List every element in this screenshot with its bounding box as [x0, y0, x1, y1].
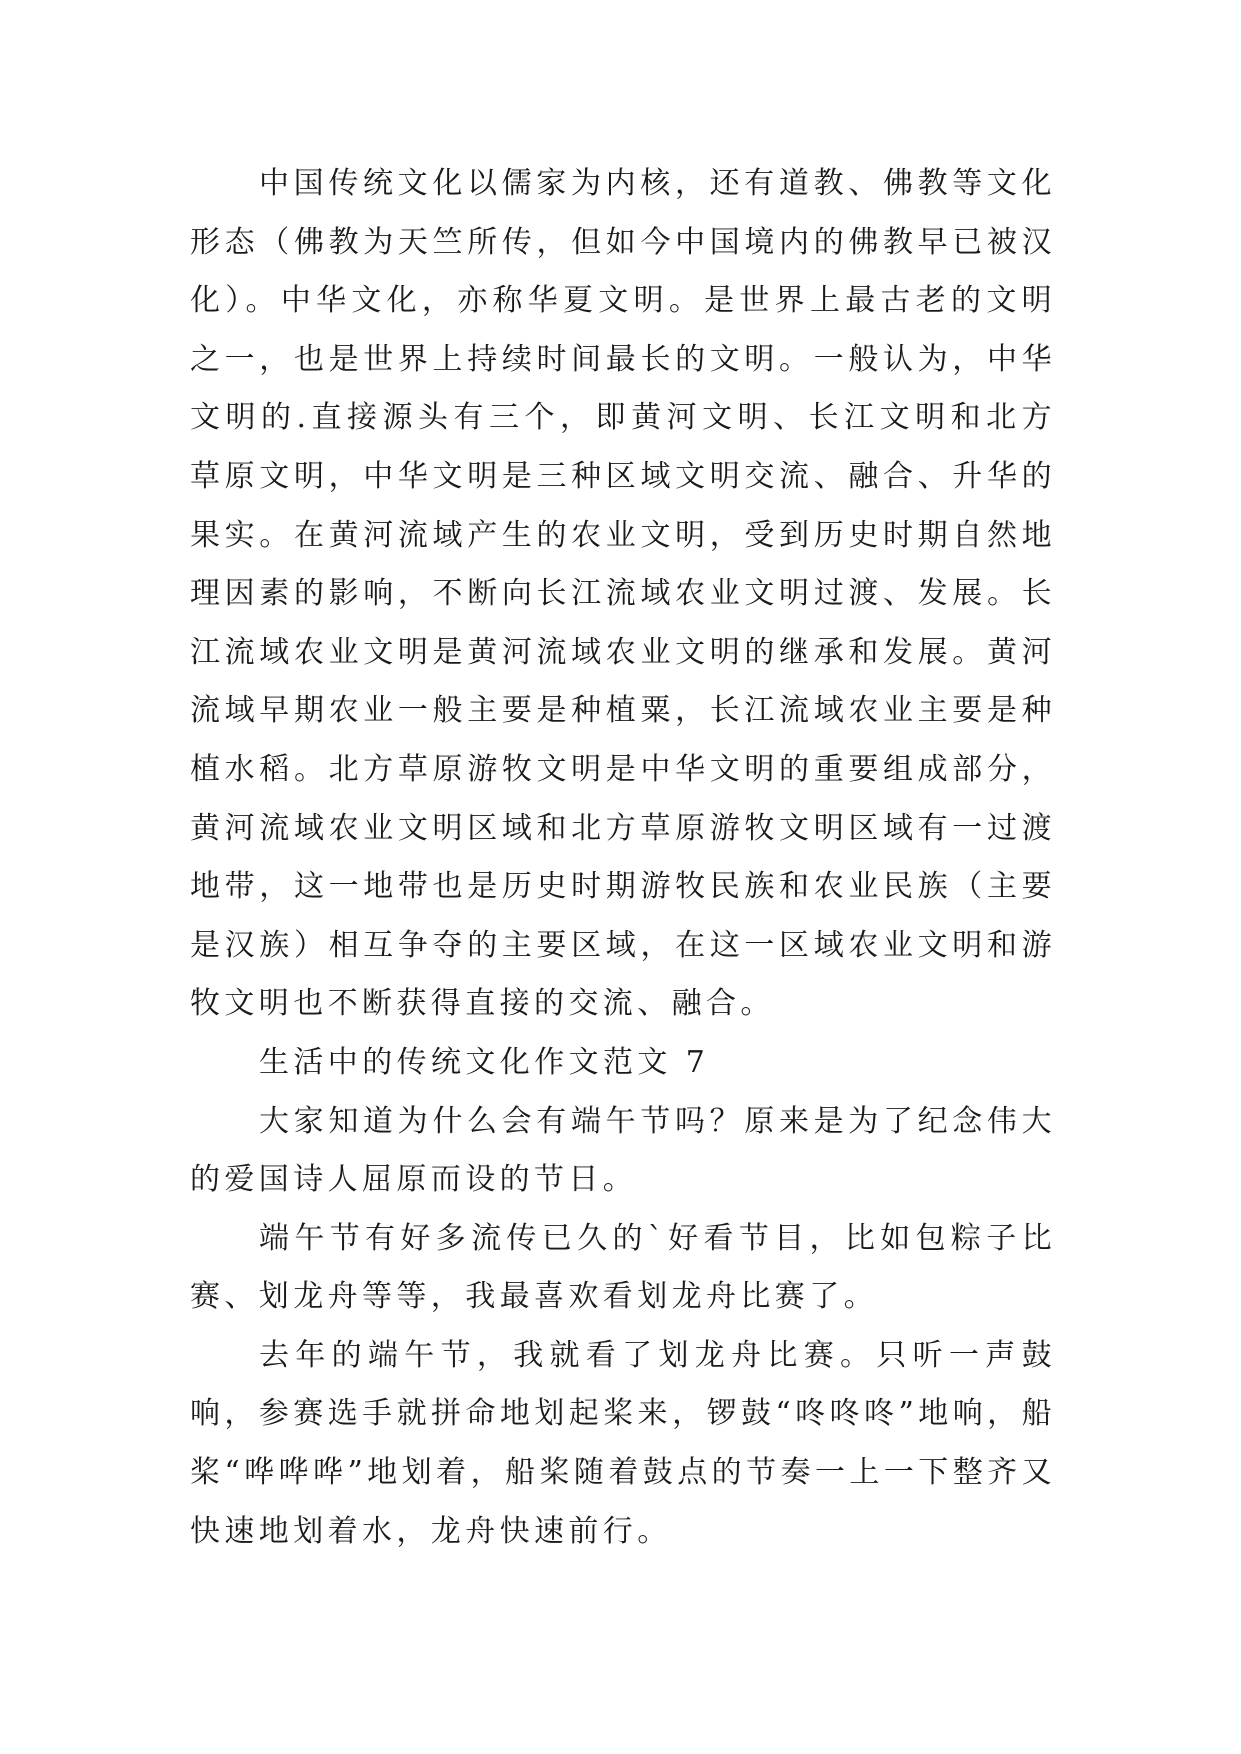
paragraph-traditional-culture: 中国传统文化以儒家为内核，还有道教、佛教等文化形态（佛教为天竺所传，但如今中国境内的佛教早已被汉化）。中华文化，亦称华夏文明。是世界上最古老的文明之一，也是世界上持续时间最长的文明。一般认为，中华文明的.直接源头有三个，即黄河文明、长江文明和北方草原文明，中华文明是三种区域文明交流、融合、升华的果实。在黄河流域产生的农业文明，受到历史时期自然地理因素的影响，不断向长江流域农业文明过渡、发展。长江流域农业文明是黄河流域农业文明的继承和发展。黄河流域早期农业一般主要是种植粟，长江流域农业主要是种植水稻。北方草原游牧文明是中华文明的重要组成部分，黄河流域农业文明区域和北方草原游牧文明区域有一过渡地带，这一地带也是历史时期游牧民族和农业民族（主要是汉族）相互争夺的主要区域，在这一区域农业文明和游牧文明也不断获得直接的交流、融合。	[190, 166, 1056, 1022]
paragraph-dragon-boat-race: 去年的端午节，我就看了划龙舟比赛。只听一声鼓响，参赛选手就拼命地划起桨来，锣鼓“咚咚咚”地响，船桨“哗哗哗”地划着，船桨随着鼓点的节奏一上一下整齐又快速地划着水，龙舟快速前行。	[190, 1337, 1056, 1549]
paragraph-dragon-boat-programs: 端午节有好多流传已久的`好看节目，比如包粽子比赛、划龙舟等等，我最喜欢看划龙舟比赛了。	[190, 1220, 1056, 1315]
paragraph-dragon-boat-intro: 大家知道为什么会有端午节吗？原来是为了纪念伟大的爱国诗人屈原而设的节日。	[190, 1103, 1056, 1198]
document-body	[190, 155, 1056, 1561]
section-heading: 生活中的传统文化作文范文 7	[259, 1044, 710, 1080]
